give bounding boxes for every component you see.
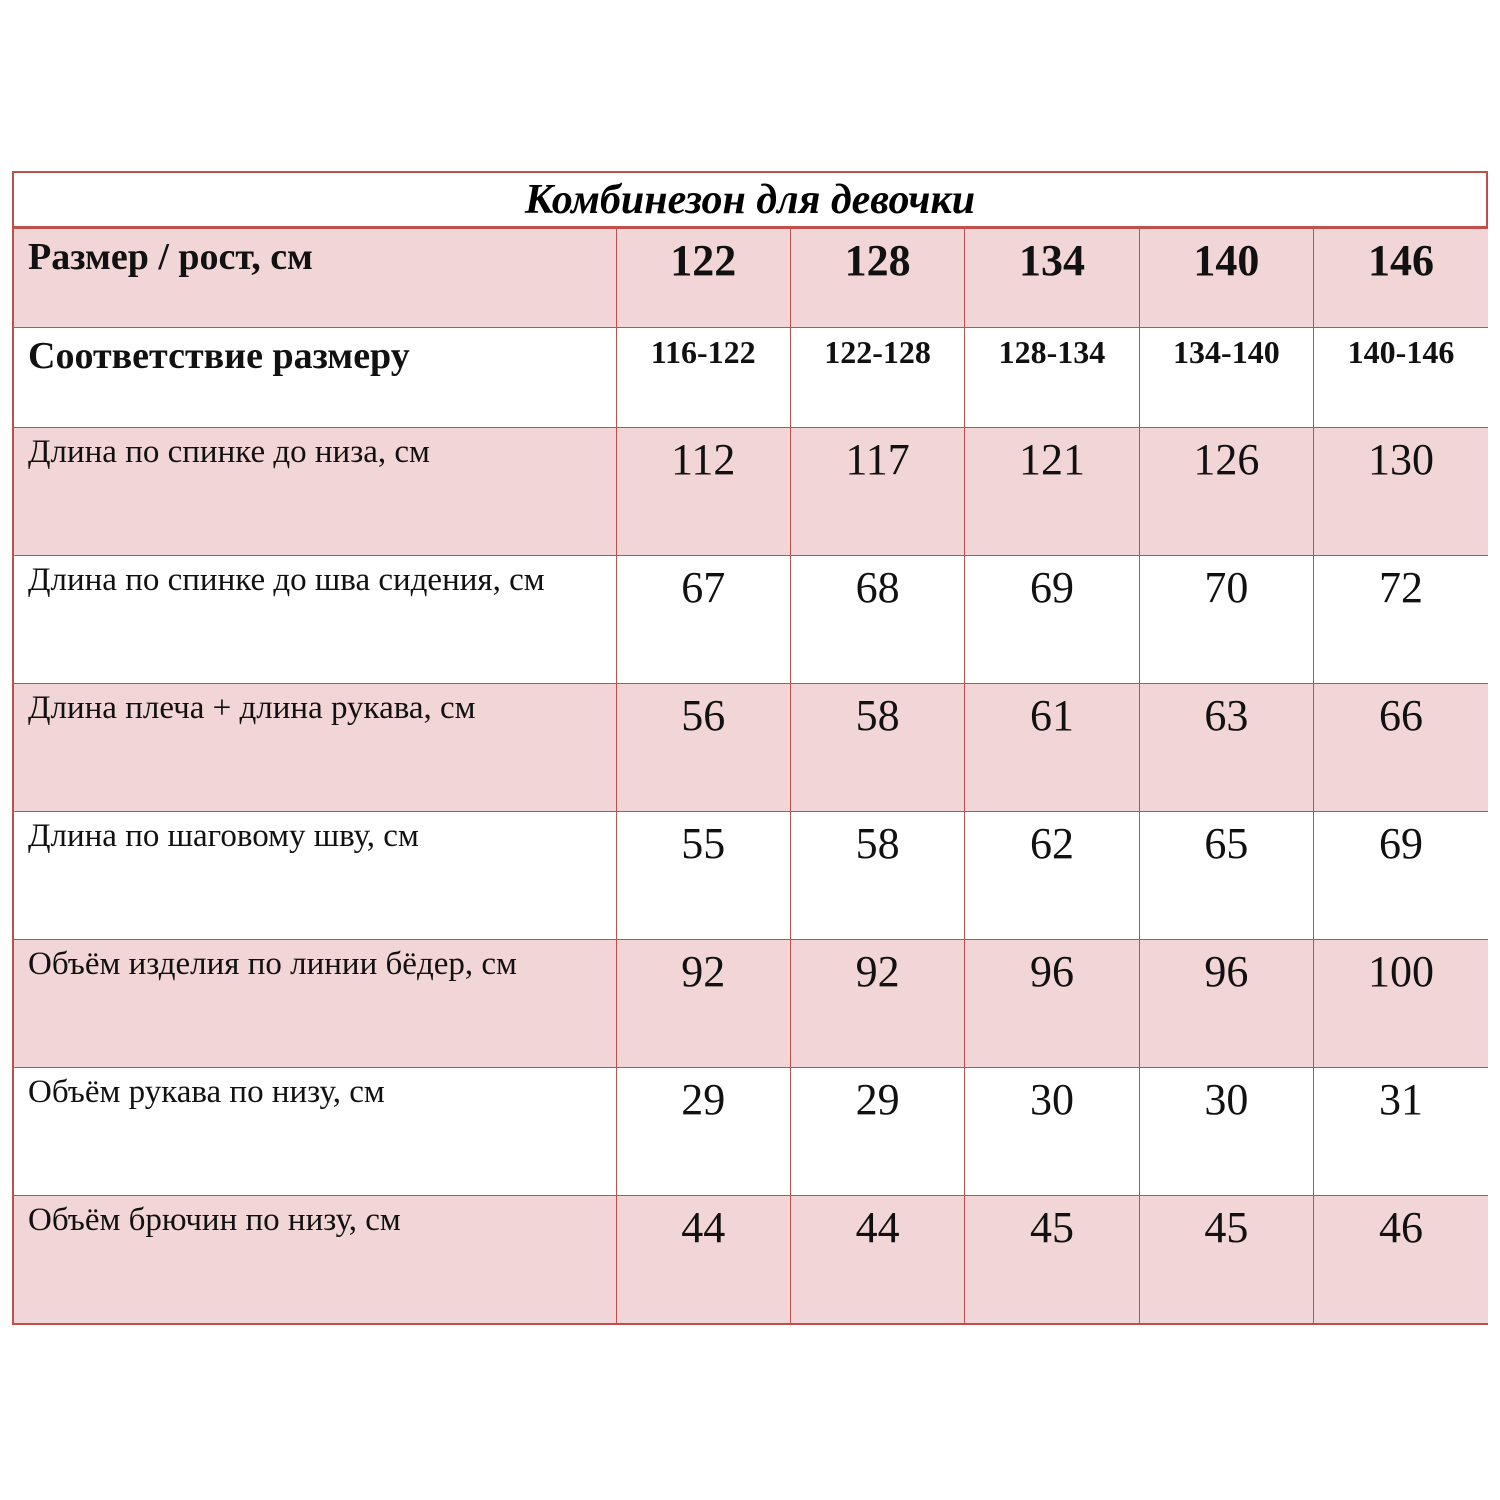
table-cell: 55 [616, 811, 790, 939]
chart-title: Комбинезон для девочки [14, 173, 1486, 229]
table-cell: 44 [616, 1195, 790, 1323]
row-label: Длина по спинке до шва сидения, см [14, 555, 616, 683]
table-cell: 96 [1139, 939, 1313, 1067]
correspondence-cell: 128-134 [965, 327, 1139, 427]
table-cell: 61 [965, 683, 1139, 811]
table-row [14, 555, 1488, 683]
table-cell: 56 [616, 683, 790, 811]
table-cell: 58 [790, 683, 964, 811]
correspondence-row [14, 327, 1488, 427]
table-cell: 31 [1314, 1067, 1488, 1195]
correspondence-cell: 134-140 [1139, 327, 1313, 427]
table-cell: 30 [1139, 1067, 1313, 1195]
table-cell: 69 [1314, 811, 1488, 939]
correspondence-cell: 116-122 [616, 327, 790, 427]
size-header-row [14, 229, 1488, 327]
row-label: Длина по шаговому шву, см [14, 811, 616, 939]
row-label: Длина плеча + длина рукава, см [14, 683, 616, 811]
correspondence-cell: 122-128 [790, 327, 964, 427]
table-cell: 66 [1314, 683, 1488, 811]
table-row [14, 683, 1488, 811]
table-cell: 112 [616, 427, 790, 555]
table-cell: 126 [1139, 427, 1313, 555]
table-cell: 69 [965, 555, 1139, 683]
table-row [14, 939, 1488, 1067]
table-cell: 30 [965, 1067, 1139, 1195]
table-cell: 70 [1139, 555, 1313, 683]
table-cell: 72 [1314, 555, 1488, 683]
size-header-cell: 122 [616, 229, 790, 327]
table-cell: 68 [790, 555, 964, 683]
table-cell: 62 [965, 811, 1139, 939]
size-header-cell: 134 [965, 229, 1139, 327]
table-cell: 92 [616, 939, 790, 1067]
table-cell: 45 [1139, 1195, 1313, 1323]
size-header-label: Размер / рост, см [14, 229, 616, 327]
table-cell: 58 [790, 811, 964, 939]
table-cell: 130 [1314, 427, 1488, 555]
table-cell: 63 [1139, 683, 1313, 811]
row-label: Объём изделия по линии бёдер, см [14, 939, 616, 1067]
table-cell: 44 [790, 1195, 964, 1323]
row-label: Объём брючин по низу, см [14, 1195, 616, 1323]
table-row [14, 427, 1488, 555]
size-header-cell: 140 [1139, 229, 1313, 327]
size-chart [12, 171, 1488, 1325]
size-table [14, 229, 1488, 1323]
table-row [14, 1067, 1488, 1195]
table-cell: 65 [1139, 811, 1313, 939]
correspondence-label: Соответствие размеру [14, 327, 616, 427]
table-cell: 96 [965, 939, 1139, 1067]
size-header-cell: 146 [1314, 229, 1488, 327]
table-cell: 29 [616, 1067, 790, 1195]
table-cell: 45 [965, 1195, 1139, 1323]
row-label: Длина по спинке до низа, см [14, 427, 616, 555]
correspondence-cell: 140-146 [1314, 327, 1488, 427]
size-header-cell: 128 [790, 229, 964, 327]
table-row [14, 1195, 1488, 1323]
table-cell: 92 [790, 939, 964, 1067]
row-label: Объём рукава по низу, см [14, 1067, 616, 1195]
table-cell: 46 [1314, 1195, 1488, 1323]
table-cell: 117 [790, 427, 964, 555]
table-cell: 100 [1314, 939, 1488, 1067]
table-cell: 29 [790, 1067, 964, 1195]
table-cell: 121 [965, 427, 1139, 555]
table-cell: 67 [616, 555, 790, 683]
table-row [14, 811, 1488, 939]
